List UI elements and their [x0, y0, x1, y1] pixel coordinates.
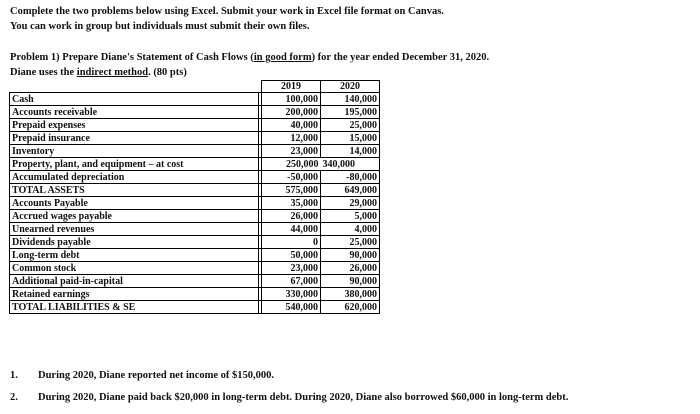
instructions-line-2: You can work in group but individuals must submit their own files. — [10, 21, 310, 32]
problem-line-2 — [10, 65, 489, 80]
row-value-2020: 649,000 — [321, 184, 380, 197]
table-row — [10, 262, 380, 275]
instructions-line-1: Complete the two problems below using Excel. Submit your work in Excel file format on Canvas. — [10, 6, 444, 17]
problem-line2-a: Diane uses the — [10, 67, 77, 78]
row-label: Cash — [10, 93, 259, 106]
row-value-2019: 0 — [262, 236, 321, 249]
table-row — [10, 236, 380, 249]
row-value-2019: 575,000 — [262, 184, 321, 197]
row-value-2020: 620,000 — [321, 301, 380, 314]
row-label: Accounts receivable — [10, 106, 259, 119]
table-row — [10, 119, 380, 132]
header-2020: 2020 — [321, 81, 380, 93]
row-value-2020: 140,000 — [321, 93, 380, 106]
header-2019: 2019 — [262, 81, 321, 93]
table-row — [10, 93, 380, 106]
indirect-method-text: indirect method — [76, 67, 149, 78]
note-1-number: 1. — [10, 370, 18, 381]
instructions — [10, 4, 444, 34]
row-label: Common stock — [10, 262, 259, 275]
row-value-2019: 200,000 — [262, 106, 321, 119]
good-form-text: in good form — [253, 52, 312, 63]
problem-statement — [10, 50, 489, 80]
problem-prefix: Problem 1) — [10, 52, 60, 63]
row-value-2019: 23,000 — [262, 262, 321, 275]
table-row — [10, 210, 380, 223]
row-value-2019: 40,000 — [262, 119, 321, 132]
table-row — [10, 275, 380, 288]
row-value-2020: -80,000 — [321, 171, 380, 184]
row-value-2019: 250,000 — [262, 158, 321, 171]
row-label: TOTAL ASSETS — [10, 184, 259, 197]
row-label: TOTAL LIABILITIES & SE — [10, 301, 259, 314]
row-value-2019: 67,000 — [262, 275, 321, 288]
row-value-2019: 44,000 — [262, 223, 321, 236]
row-label: Inventory — [10, 145, 259, 158]
row-label: Long-term debt — [10, 249, 259, 262]
row-value-2020: 4,000 — [321, 223, 380, 236]
row-value-2019: 35,000 — [262, 197, 321, 210]
table-row — [10, 301, 380, 314]
row-value-2019: -50,000 — [262, 171, 321, 184]
row-value-2020: 5,000 — [321, 210, 380, 223]
row-value-2019: 100,000 — [262, 93, 321, 106]
table-row — [10, 145, 380, 158]
table-row — [10, 132, 380, 145]
row-value-2020: 26,000 — [321, 262, 380, 275]
table-row — [10, 171, 380, 184]
row-label: Accrued wages payable — [10, 210, 259, 223]
table-row — [10, 249, 380, 262]
table-row — [10, 106, 380, 119]
note-2-text: During 2020, Diane paid back $20,000 in long-term debt. During 2020, Diane also borrowed $60,000 in long-term debt. — [38, 392, 569, 403]
row-label: Prepaid insurance — [10, 132, 259, 145]
table-header-row — [10, 81, 380, 93]
row-label: Accumulated depreciation — [10, 171, 259, 184]
row-label: Dividends payable — [10, 236, 259, 249]
row-value-2019: 330,000 — [262, 288, 321, 301]
table-row — [10, 288, 380, 301]
row-value-2020: 380,000 — [321, 288, 380, 301]
row-value-2020: 25,000 — [321, 236, 380, 249]
row-value-2020: 90,000 — [321, 249, 380, 262]
table-row — [10, 158, 380, 171]
problem-text-b: ) for the year ended December 31, 2020. — [311, 52, 490, 63]
problem-line-1 — [10, 50, 489, 65]
row-value-2019: 540,000 — [262, 301, 321, 314]
row-value-2020: 14,000 — [321, 145, 380, 158]
row-value-2020: 90,000 — [321, 275, 380, 288]
row-value-2019: 12,000 — [262, 132, 321, 145]
row-label: Property, plant, and equipment – at cost — [10, 158, 259, 171]
row-label: Unearned revenues — [10, 223, 259, 236]
note-2-number: 2. — [10, 392, 18, 403]
row-label: Additional paid-in-capital — [10, 275, 259, 288]
row-value-2020: 15,000 — [321, 132, 380, 145]
problem-line2-b: . (80 pts) — [148, 67, 187, 78]
note-1-text: During 2020, Diane reported net income of $150,000. — [38, 370, 275, 381]
row-value-2019: 23,000 — [262, 145, 321, 158]
balance-sheet-table — [9, 80, 380, 314]
row-label: Retained earnings — [10, 288, 259, 301]
table-row — [10, 197, 380, 210]
row-value-2020: 195,000 — [321, 106, 380, 119]
row-label: Accounts Payable — [10, 197, 259, 210]
table-row — [10, 184, 380, 197]
row-value-2020: 25,000 — [321, 119, 380, 132]
row-value-2020: 29,000 — [321, 197, 380, 210]
row-label: Prepaid expenses — [10, 119, 259, 132]
header-blank — [10, 81, 259, 93]
row-value-2019: 26,000 — [262, 210, 321, 223]
row-value-2019: 50,000 — [262, 249, 321, 262]
row-value-2020: 340,000 — [321, 158, 380, 171]
problem-text-a: Prepare Diane's Statement of Cash Flows ( — [59, 52, 254, 63]
table-row — [10, 223, 380, 236]
